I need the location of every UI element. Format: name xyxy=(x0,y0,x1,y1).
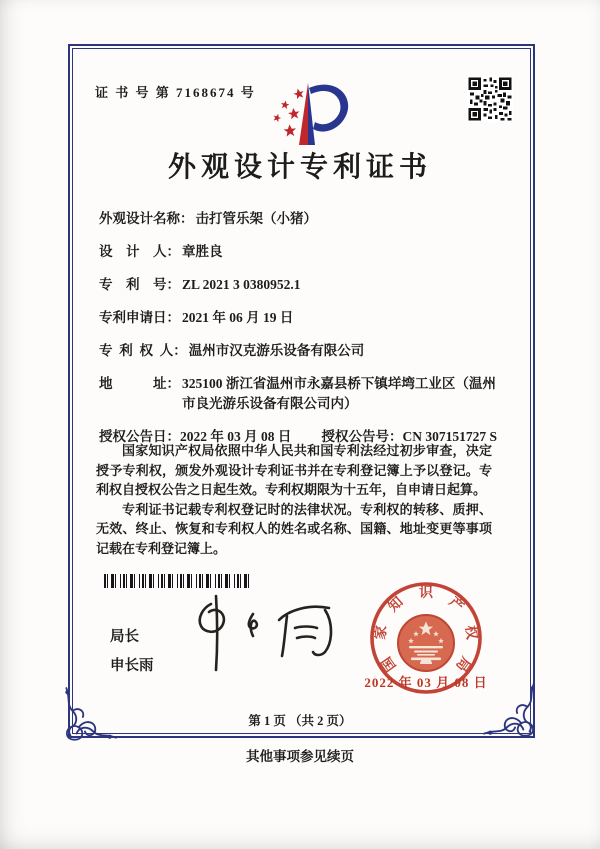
field-patent-number xyxy=(99,275,503,295)
field-patentee xyxy=(99,341,503,361)
seal-char: 产 xyxy=(445,594,466,616)
field-label: 授权公告号： xyxy=(321,428,403,444)
seal-char: 国 xyxy=(379,653,400,674)
field-value: 章胜良 xyxy=(182,244,223,259)
field-label: 地 址： xyxy=(99,376,180,391)
national-emblem xyxy=(398,615,454,671)
field-value: 温州市汉克游乐设备有限公司 xyxy=(188,343,365,358)
seal-date: 2022 年 03 月 08 日 xyxy=(364,675,488,690)
field-address xyxy=(99,374,503,413)
field-list xyxy=(99,209,503,460)
continuation-note: 其他事项参见续页 xyxy=(246,749,354,764)
certificate-title: 外观设计专利证书 xyxy=(167,152,432,183)
field-label: 专 利 权 人： xyxy=(99,343,187,358)
seal-char: 知 xyxy=(386,594,407,616)
seal-char: 权 xyxy=(461,624,479,641)
cnipa-logo-icon xyxy=(263,79,359,151)
field-value: 325100 浙江省温州市永嘉县桥下镇垟塆工业区（温州市良光游乐设备有限公司内） xyxy=(182,376,496,411)
field-value: 2021 年 06 月 19 日 xyxy=(182,310,294,325)
seal-char: 识 xyxy=(419,586,433,601)
field-label: 专利申请日： xyxy=(99,310,180,325)
field-label: 外观设计名称： xyxy=(99,211,194,226)
barcode-icon xyxy=(104,574,250,588)
seal-char: 局 xyxy=(452,653,473,674)
legal-text xyxy=(96,441,492,558)
field-value: 击打管乐架（小猪） xyxy=(195,211,317,226)
field-value: 2022 年 03 月 08 日 xyxy=(180,428,292,444)
field-label: 设 计 人： xyxy=(99,244,180,259)
seal-char: 家 xyxy=(373,624,391,641)
field-filing-date xyxy=(99,308,503,328)
field-value: ZL 2021 3 0380952.1 xyxy=(182,277,301,292)
commissioner-title: 局长 xyxy=(110,629,139,645)
legal-paragraph: 专利证书记载专利权登记时的法律状况。专利权的转移、质押、无效、终止、恢复和专利权人的姓名或名称、国籍、地址变更等事项记载在专利登记簿上。 xyxy=(96,501,492,556)
signature-handwriting xyxy=(183,590,348,678)
legal-paragraph: 国家知识产权局依照中华人民共和国专利法经过初步审查，决定授予专利权，颁发外观设计专利证书并在专利登记簿上予以登记。专利权自授权公告之日起生效。专利权期限为十五年，自申请日起算。 xyxy=(96,443,492,497)
commissioner-name: 申长雨 xyxy=(110,658,154,674)
field-label: 专 利 号： xyxy=(99,277,180,292)
field-label: 授权公告日： xyxy=(99,428,180,444)
page-number: 第 1 页 （共 2 页） xyxy=(248,714,352,728)
certificate-number: 证 书 号 第 7168674 号 xyxy=(95,85,256,100)
field-design-name xyxy=(99,209,503,229)
qr-code-icon xyxy=(467,76,513,122)
field-designer xyxy=(99,242,503,262)
field-value: CN 307151727 S xyxy=(402,428,497,444)
